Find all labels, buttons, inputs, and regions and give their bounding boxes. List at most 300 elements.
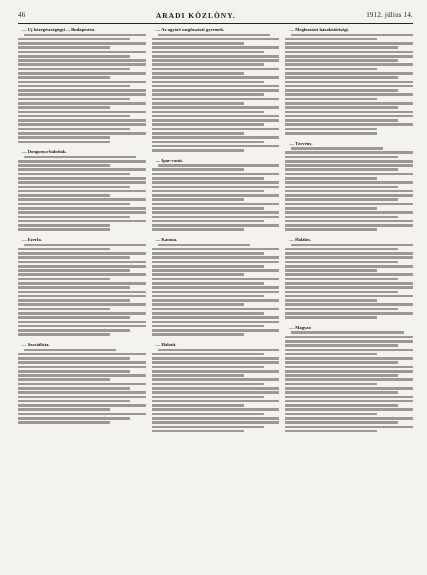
text-line xyxy=(152,63,264,66)
text-line xyxy=(18,286,130,289)
text-line xyxy=(18,400,130,403)
text-line xyxy=(285,59,397,62)
text-line xyxy=(285,269,377,272)
text-line xyxy=(285,81,413,84)
text-line xyxy=(18,321,146,324)
text-line xyxy=(285,93,413,96)
text-line xyxy=(285,278,397,281)
text-line xyxy=(152,353,264,356)
text-line xyxy=(285,252,413,255)
text-line xyxy=(152,366,264,369)
text-line xyxy=(18,269,130,272)
text-line xyxy=(285,55,413,58)
text-line xyxy=(18,93,146,96)
text-line xyxy=(152,89,280,92)
text-line xyxy=(285,291,397,294)
text-line xyxy=(18,299,130,302)
text-line xyxy=(285,173,413,176)
text-line xyxy=(18,312,146,315)
article xyxy=(285,325,413,433)
text-line xyxy=(285,357,413,360)
text-line xyxy=(285,413,377,416)
text-line xyxy=(152,299,280,302)
text-line xyxy=(152,357,280,360)
article-body xyxy=(152,244,280,337)
text-line xyxy=(152,286,280,289)
article-headline: — Magyar. xyxy=(289,324,312,330)
text-line xyxy=(18,282,146,285)
text-line xyxy=(285,220,413,223)
article-headline: — Az agyáré megfosztott gyermek. xyxy=(155,27,225,32)
text-line xyxy=(18,413,146,416)
text-line xyxy=(285,383,377,386)
text-line xyxy=(24,34,146,37)
text-line xyxy=(18,273,146,276)
text-line xyxy=(152,374,244,377)
text-line xyxy=(18,164,110,167)
text-line xyxy=(285,128,377,131)
text-line xyxy=(285,51,413,54)
article-headline: — Uj közegészségügyi ... Budapesten. xyxy=(22,27,96,32)
text-line xyxy=(18,404,146,407)
text-line xyxy=(18,366,146,369)
text-line xyxy=(285,366,413,369)
text-line xyxy=(152,85,280,88)
text-line xyxy=(285,417,413,420)
text-line xyxy=(152,98,280,101)
article xyxy=(152,342,280,432)
column-1 xyxy=(18,27,146,567)
text-line xyxy=(158,34,270,37)
text-line xyxy=(152,316,280,319)
text-line xyxy=(18,383,146,386)
text-line xyxy=(152,128,280,131)
text-line xyxy=(18,329,130,332)
text-line xyxy=(18,190,146,193)
article xyxy=(18,149,146,231)
text-line xyxy=(285,228,377,231)
text-line xyxy=(152,81,264,84)
text-line xyxy=(18,228,110,231)
text-line xyxy=(152,265,264,268)
text-line xyxy=(18,123,146,126)
text-line xyxy=(152,76,280,79)
text-line xyxy=(285,248,397,251)
text-line xyxy=(152,387,280,390)
text-line xyxy=(285,349,413,352)
text-line xyxy=(152,220,264,223)
text-line xyxy=(158,349,280,352)
text-line xyxy=(18,63,146,66)
article xyxy=(18,237,146,336)
text-line xyxy=(285,295,413,298)
text-line xyxy=(18,46,110,49)
text-line xyxy=(285,111,413,114)
article xyxy=(285,141,413,231)
text-line xyxy=(285,198,397,201)
text-line xyxy=(152,145,280,148)
text-line xyxy=(285,132,377,135)
text-line xyxy=(285,211,413,214)
text-line xyxy=(152,51,264,54)
text-line xyxy=(18,216,130,219)
text-line xyxy=(152,224,280,227)
text-line xyxy=(285,282,413,285)
article-headline: — Ipar-vasút. xyxy=(155,157,184,163)
text-line xyxy=(18,168,146,171)
article-headline: — Halálos. xyxy=(289,237,312,242)
issue-date: 1912. július 14. xyxy=(366,11,413,19)
text-line xyxy=(18,194,110,197)
article xyxy=(152,237,280,336)
text-line xyxy=(152,248,280,251)
text-line xyxy=(152,38,280,41)
text-line xyxy=(285,102,413,105)
article-body xyxy=(152,349,280,433)
text-line xyxy=(152,333,244,336)
text-line xyxy=(152,186,280,189)
article-body xyxy=(18,349,146,424)
text-line xyxy=(285,38,377,41)
text-line xyxy=(18,303,146,306)
text-line xyxy=(152,149,244,152)
text-line xyxy=(18,186,130,189)
text-line xyxy=(152,72,244,75)
text-line xyxy=(18,417,130,420)
text-line xyxy=(152,273,244,276)
article-headline: — Dongonya-halottak. xyxy=(22,149,67,155)
text-line xyxy=(18,55,130,58)
text-line xyxy=(152,211,280,214)
text-line xyxy=(18,361,146,364)
article-headline: — Szociálista. xyxy=(22,342,50,347)
text-line xyxy=(18,51,146,54)
text-line xyxy=(285,203,413,206)
text-line xyxy=(152,383,264,386)
text-line xyxy=(152,400,280,403)
text-line xyxy=(152,295,264,298)
text-line xyxy=(285,340,413,343)
text-line xyxy=(18,391,146,394)
page-header xyxy=(18,8,413,22)
text-line xyxy=(152,115,280,118)
text-line xyxy=(18,111,146,114)
text-line xyxy=(18,325,146,328)
text-line xyxy=(285,430,377,433)
text-line xyxy=(18,160,146,163)
text-line xyxy=(18,265,146,268)
text-line xyxy=(152,329,280,332)
text-line xyxy=(152,203,280,206)
text-line xyxy=(18,136,110,139)
article-headline: — Ezerfa. xyxy=(22,237,42,242)
text-line xyxy=(18,374,146,377)
text-line xyxy=(152,252,264,255)
text-line xyxy=(18,316,130,319)
text-line xyxy=(18,308,110,311)
article-body xyxy=(152,164,280,231)
text-line xyxy=(18,141,110,144)
text-line xyxy=(152,421,280,424)
text-line xyxy=(285,156,397,159)
text-line xyxy=(152,291,280,294)
text-line xyxy=(152,207,264,210)
text-line xyxy=(18,207,146,210)
page-number: 46 xyxy=(18,11,26,19)
article-body xyxy=(152,34,280,152)
text-line xyxy=(18,115,130,118)
text-line xyxy=(152,46,280,49)
text-line xyxy=(285,374,397,377)
text-line xyxy=(285,186,397,189)
text-line xyxy=(18,421,110,424)
article xyxy=(18,27,146,143)
text-line xyxy=(285,72,413,75)
text-line xyxy=(285,286,413,289)
text-line xyxy=(18,353,146,356)
text-line xyxy=(18,370,130,373)
text-line xyxy=(152,361,280,364)
text-line xyxy=(18,261,146,264)
article-body xyxy=(18,34,146,144)
text-line xyxy=(152,59,280,62)
article xyxy=(152,158,280,231)
text-line xyxy=(152,417,280,420)
text-line xyxy=(285,303,413,306)
text-line xyxy=(285,312,413,315)
text-line xyxy=(285,224,413,227)
text-line xyxy=(18,248,110,251)
text-line xyxy=(152,106,280,109)
text-line xyxy=(18,85,130,88)
text-line xyxy=(18,378,110,381)
text-line xyxy=(285,336,413,339)
article-headline: — Törvény. xyxy=(289,140,313,146)
text-line xyxy=(285,387,413,390)
text-line xyxy=(285,190,413,193)
text-line xyxy=(285,151,413,154)
text-line xyxy=(285,316,377,319)
text-line xyxy=(285,168,397,171)
text-line xyxy=(285,119,397,122)
text-line xyxy=(285,76,397,79)
text-line xyxy=(285,89,397,92)
text-line xyxy=(18,333,110,336)
article xyxy=(285,237,413,319)
text-line xyxy=(152,256,280,259)
text-line xyxy=(18,295,146,298)
column-2 xyxy=(152,27,280,567)
text-line xyxy=(158,164,280,167)
text-line xyxy=(285,164,413,167)
article-body xyxy=(285,34,413,135)
text-line xyxy=(152,93,264,96)
text-line xyxy=(18,408,110,411)
text-line xyxy=(285,42,413,45)
text-line xyxy=(152,303,244,306)
text-line xyxy=(152,378,280,381)
text-line xyxy=(152,194,280,197)
text-line xyxy=(152,173,280,176)
text-line xyxy=(285,421,397,424)
text-line xyxy=(285,216,397,219)
text-line xyxy=(152,216,280,219)
text-line xyxy=(285,396,413,399)
text-line xyxy=(285,68,377,71)
text-line xyxy=(285,370,413,373)
text-line xyxy=(285,361,397,364)
text-line xyxy=(152,123,264,126)
text-line xyxy=(24,244,146,247)
text-line xyxy=(18,177,146,180)
text-line xyxy=(18,119,146,122)
text-line xyxy=(285,181,413,184)
text-line xyxy=(285,299,377,302)
masthead: ARADI KÖZLÖNY. xyxy=(155,10,236,20)
text-line xyxy=(285,265,413,268)
text-line xyxy=(285,344,397,347)
text-line xyxy=(152,111,264,114)
text-line xyxy=(18,387,130,390)
article-columns xyxy=(18,27,413,567)
text-line xyxy=(152,132,244,135)
text-line xyxy=(152,325,264,328)
column-3 xyxy=(285,27,413,567)
text-line xyxy=(152,269,280,272)
text-line xyxy=(285,273,413,276)
text-line xyxy=(285,426,413,429)
text-line xyxy=(285,123,413,126)
text-line xyxy=(152,370,280,373)
text-line xyxy=(152,312,264,315)
text-line xyxy=(18,396,146,399)
text-line xyxy=(291,331,403,334)
text-line xyxy=(152,119,280,122)
text-line xyxy=(18,278,110,281)
text-line xyxy=(285,63,413,66)
text-line xyxy=(18,173,130,176)
text-line xyxy=(152,168,244,171)
text-line xyxy=(158,244,250,247)
text-line xyxy=(291,147,383,150)
text-line xyxy=(152,136,280,139)
text-line xyxy=(152,426,264,429)
text-line xyxy=(152,430,244,433)
text-line xyxy=(152,190,264,193)
text-line xyxy=(18,220,146,223)
text-line xyxy=(18,203,130,206)
text-line xyxy=(152,228,244,231)
text-line xyxy=(18,98,130,101)
text-line xyxy=(18,132,146,135)
text-line xyxy=(285,400,413,403)
text-line xyxy=(24,349,116,352)
text-line xyxy=(152,408,280,411)
text-line xyxy=(18,76,110,79)
text-line xyxy=(285,256,413,259)
text-line xyxy=(18,357,130,360)
text-line xyxy=(285,391,397,394)
article xyxy=(152,27,280,152)
article-headline: — Halotti. xyxy=(155,342,177,347)
text-line xyxy=(285,353,377,356)
text-line xyxy=(152,68,280,71)
article-body xyxy=(18,156,146,231)
article-headline: — Megfosztott házakötöttségi. xyxy=(289,27,349,32)
text-line xyxy=(18,59,146,62)
text-line xyxy=(285,408,413,411)
text-line xyxy=(18,198,146,201)
article-body xyxy=(285,244,413,319)
text-line xyxy=(152,321,280,324)
text-line xyxy=(152,55,280,58)
text-line xyxy=(18,256,130,259)
text-line xyxy=(285,46,397,49)
text-line xyxy=(18,291,146,294)
text-line xyxy=(291,34,413,37)
text-line xyxy=(152,177,264,180)
text-line xyxy=(18,38,130,41)
text-line xyxy=(18,181,146,184)
text-line xyxy=(152,141,264,144)
text-line xyxy=(152,102,244,105)
text-line xyxy=(18,211,146,214)
text-line xyxy=(18,102,146,105)
text-line xyxy=(285,378,413,381)
text-line xyxy=(152,278,280,281)
article-body xyxy=(285,331,413,432)
text-line xyxy=(285,98,377,101)
text-line xyxy=(152,42,244,45)
article-body xyxy=(18,244,146,337)
text-line xyxy=(152,308,280,311)
article-body xyxy=(285,147,413,231)
text-line xyxy=(285,404,397,407)
text-line xyxy=(18,72,146,75)
text-line xyxy=(291,244,413,247)
article xyxy=(18,342,146,424)
text-line xyxy=(152,261,280,264)
article-headline: — Katona. xyxy=(155,237,178,242)
header-rule xyxy=(18,23,413,24)
text-line xyxy=(18,42,146,45)
text-line xyxy=(285,106,397,109)
text-line xyxy=(18,128,130,131)
text-line xyxy=(18,106,110,109)
text-line xyxy=(18,224,110,227)
text-line xyxy=(285,160,413,163)
text-line xyxy=(24,156,136,159)
text-line xyxy=(285,115,413,118)
text-line xyxy=(285,177,377,180)
text-line xyxy=(18,81,146,84)
text-line xyxy=(285,194,413,197)
text-line xyxy=(152,404,244,407)
text-line xyxy=(18,89,146,92)
text-line xyxy=(285,85,413,88)
text-line xyxy=(285,261,397,264)
text-line xyxy=(152,413,264,416)
text-line xyxy=(152,282,264,285)
text-line xyxy=(152,198,244,201)
article xyxy=(285,27,413,135)
text-line xyxy=(18,68,130,71)
text-line xyxy=(152,181,280,184)
text-line xyxy=(152,396,264,399)
text-line xyxy=(285,207,377,210)
text-line xyxy=(18,252,146,255)
text-line xyxy=(152,391,280,394)
